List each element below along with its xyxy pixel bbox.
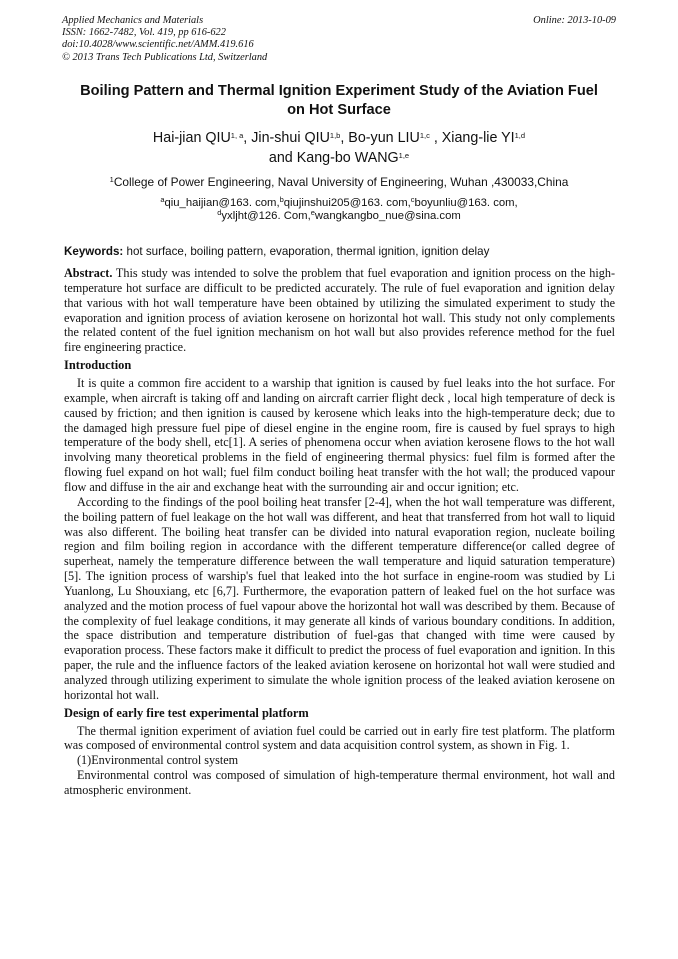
email-sup: d [217,208,222,217]
journal-copyright: © 2013 Trans Tech Publications Ltd, Switzerland [62,51,268,63]
email-address[interactable]: qiujinshui205@163. com, [283,197,411,209]
author-separator: , [243,130,252,146]
author-affil-sup: 1, a [230,131,244,140]
journal-issn: ISSN: 1662-7482, Vol. 419, pp 616-622 [62,27,226,39]
author-affil-sup: 1,c [419,131,430,140]
keywords [64,245,616,259]
affiliation-text: College of Power Engineering, Naval University of Engineering, Wuhan ,430033,China [113,175,569,189]
author-name: and Kang-bo WANG [268,149,399,166]
author-name: Bo-yun LIU [348,130,420,146]
email-sup: e [310,208,315,217]
paragraph: According to the findings of the pool boiling heat transfer [2-4], when the hot wall temperature was different, the boiling pattern of fuel leakage on the hot wall was different, and heat that transferred from hot wall to liquid was also different. The boiling heat transfer can be divided into natural evaporation region, nucleate boiling region and film boiling region in accordance with the different temperature difference(or called degree of superheat, namely the temperature difference between the wall temperature and liquid saturation temperature)[5]. The ignition process of warship's fuel that leaked into the hot surface in engine-room was studied by Li Yuanlong, Lu Shouxiang, etc [6,7]. Furthermore, the evaporation pattern of leaked fuel on the hot surface was analyzed and the motion process of fuel vapour above the horizontal hot wall was described by them. Because of the complexity of fuel leakage conditions, it may generate all kinds of various boundary conditions. In addition, the space distribution and temperature distribution of fuel-gas that changed with time were caused by evaporation process. These factors make it difficult to predict the process of fuel evaporation and ignition. In this paper, the rule and the influence factors of the leaked aviation kerosene on horizontal hot wall were studied and analyzed through utilizing experiment to simulate the whole ignition process of the leaked aviation kerosene on horizontal hot wall. [64,494,615,702]
email-sup: c [410,195,415,204]
email-address[interactable]: boyunliu@163. com, [414,197,518,209]
author-name: Hai-jian QIU [152,130,231,146]
section-heading: Introduction [64,358,132,373]
online-date: Online: 2013-10-09 [533,15,616,26]
email-sup: a [160,195,165,204]
author-affil-sup: 1,b [329,131,341,140]
email-address[interactable]: wangkangbo_nue@sina.com [314,210,461,222]
author-name: Jin-shui QIU [251,130,330,146]
author-affil-sup: 1,d [514,131,526,140]
journal-doi: doi:10.4028/www.scientific.net/AMM.419.616 [62,39,254,51]
journal-name: Applied Mechanics and Materials [62,15,204,26]
abstract [64,266,615,355]
paragraph: (1)Environmental control system [77,753,239,768]
paper-body [64,266,615,798]
author-affil-sup: 1,e [398,150,410,160]
paragraph: The thermal ignition experiment of aviation fuel could be carried out in early fire test platform. The platform was composed of environmental control system and data acquisition control system, as shown in Fig. 1. [64,723,615,753]
affiliation-sup: 1 [109,175,114,184]
section-heading: Design of early fire test experimental platform [64,705,309,720]
author-separator: , [429,130,442,146]
keywords-text: hot surface, boiling pattern, evaporation, thermal ignition, ignition delay [126,245,490,258]
email-list [100,197,578,223]
abstract-text: This study was intended to solve the problem that fuel evaporation and ignition process on the high-temperature hot surface are difficult to be predicted accurately. The rule of fuel evaporation and ignition delay that various with hot wall temperature have been obtained by utilizing the simulated experiment to study the evaporation and ignition process of aviation kerosene on horizontal hot wall. This study not only complements the related content of the fuel ignition mechanism on hot wall but also provides reference method for the fuel fire engineering practice. [64,266,615,355]
paragraph: Environmental control was composed of simulation of high-temperature thermal environment, hot wall and atmospheric environment. [64,768,615,797]
paragraph: It is quite a common fire accident to a warship that ignition is caused by fuel leaks into the hot surface. For example, when aircraft is taking off and landing on aircraft carrier flight deck , local high temperature of deck is caused by friction; and then ignition is caused by kerosene which leaks into the high-temperature deck; due to the damaged high pressure fuel pipe of diesel engine in the engine room, fire is caused by fuel sprays to high temperature of the body shell, etc[1]. A series of phenomena occur when aviation kerosene flows to the hot wall involving many theoretical problems in the field of engineering thermal physics: fuel film is formed after the flowing fuel expand on hot wall; fuel film conduct boiling heat transfer with the hot wall; the produced vapour flow and diffuse in the air and exchange heat with the surrounding air and occur ignition; etc. [64,376,615,494]
email-address[interactable]: yxljht@126. Com, [221,210,311,222]
keywords-label: Keywords: [64,245,124,258]
author-name: Xiang-lie YI [441,130,515,146]
author-list [90,129,588,168]
author-separator: , [340,130,349,146]
abstract-label: Abstract. [64,266,113,280]
affiliation [62,175,616,189]
email-sup: b [279,195,284,204]
paper-title: Boiling Pattern and Thermal Ignition Experiment Study of the Aviation Fuel on Hot Surface [80,83,598,118]
email-address[interactable]: qiu_haijian@163. com, [164,197,280,209]
journal-header [62,15,616,64]
